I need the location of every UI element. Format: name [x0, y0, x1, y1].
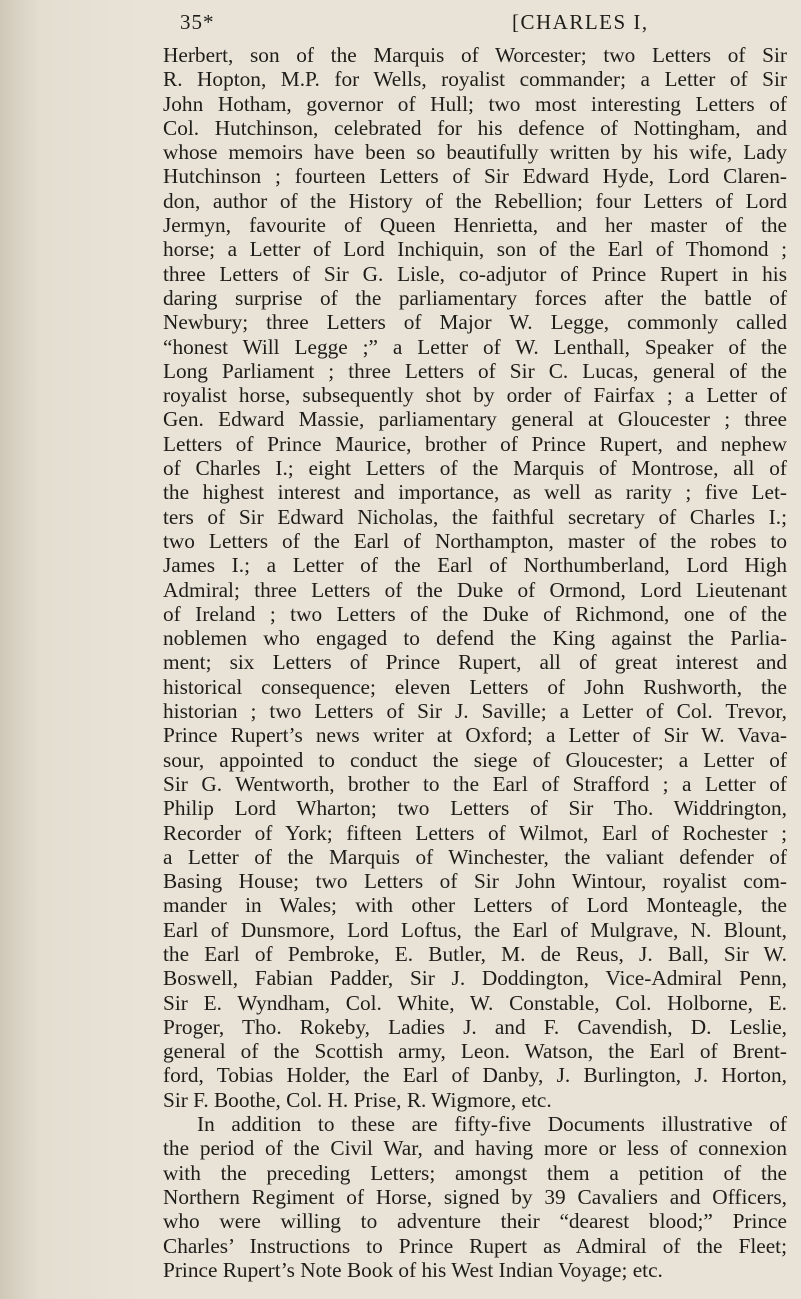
text-line: the highest interest and importance, as well as rarity ; five Let-: [163, 480, 787, 505]
text-line: ters of Sir Edward Nicholas, the faithful secretary of Charles I.;: [163, 504, 787, 529]
text-line: the period of the Civil War, and having more or less of connexion: [163, 1136, 787, 1161]
text-line: Herbert, son of the Marquis of Worcester; two Letters of Sir: [163, 43, 787, 67]
text-line: Earl of Dunsmore, Lord Loftus, the Earl of Mulgrave, N. Blount,: [163, 917, 787, 942]
text-line: historian ; two Letters of Sir J. Saville; a Letter of Col. Trevor,: [163, 699, 787, 724]
text-line: Recorder of York; fifteen Letters of Wilmot, Earl of Rochester ;: [163, 820, 787, 845]
text-line: daring surprise of the parliamentary forces after the battle of: [163, 285, 787, 310]
running-head: [CHARLES I,: [512, 10, 649, 34]
text-line: Hutchinson ; fourteen Letters of Sir Edward Hyde, Lord Claren-: [163, 164, 787, 189]
text-line: Basing House; two Letters of Sir John Wintour, royalist com-: [163, 869, 787, 894]
text-line: historical consequence; eleven Letters of John Rushworth, the: [163, 674, 787, 699]
text-line: Proger, Tho. Rokeby, Ladies J. and F. Cavendish, D. Leslie,: [163, 1014, 787, 1039]
text-line: Boswell, Fabian Padder, Sir J. Doddington, Vice-Admiral Penn,: [163, 966, 787, 991]
text-line: Sir G. Wentworth, brother to the Earl of Strafford ; a Letter of: [163, 771, 787, 796]
text-line: with the preceding Letters; amongst them a petition of the: [163, 1160, 787, 1185]
text-line: Northern Regiment of Horse, signed by 39 Cavaliers and Officers,: [163, 1184, 787, 1209]
body-text: [163, 43, 787, 1282]
text-line: royalist horse, subsequently shot by order of Fairfax ; a Letter of: [163, 383, 787, 408]
text-line: ment; six Letters of Prince Rupert, all of great interest and: [163, 650, 787, 675]
text-line: Jermyn, favourite of Queen Henrietta, and her master of the: [163, 213, 787, 238]
text-line: a Letter of the Marquis of Winchester, the valiant defender of: [163, 844, 787, 869]
text-line: Sir F. Boothe, Col. H. Prise, R. Wigmore, etc.: [163, 1087, 552, 1112]
text-line: James I.; a Letter of the Earl of Northumberland, Lord High: [163, 553, 787, 578]
text-line: Philip Lord Wharton; two Letters of Sir Tho. Widdrington,: [163, 796, 787, 821]
text-line: sour, appointed to conduct the siege of Gloucester; a Letter of: [163, 747, 787, 772]
text-line: horse; a Letter of Lord Inchiquin, son of the Earl of Thomond ;: [163, 237, 787, 262]
text-line: Col. Hutchinson, celebrated for his defence of Nottingham, and: [163, 115, 787, 140]
text-line: two Letters of the Earl of Northampton, master of the robes to: [163, 528, 787, 553]
text-line: Sir E. Wyndham, Col. White, W. Constable, Col. Holborne, E.: [163, 990, 787, 1015]
text-line: Gen. Edward Massie, parliamentary general at Gloucester ; three: [163, 407, 787, 432]
text-line: noblemen who engaged to defend the King against the Parlia-: [163, 626, 787, 651]
text-line: “honest Will Legge ;” a Letter of W. Lenthall, Speaker of the: [163, 334, 787, 359]
text-line: whose memoirs have been so beautifully written by his wife, Lady: [163, 140, 787, 165]
text-line: R. Hopton, M.P. for Wells, royalist commander; a Letter of Sir: [163, 67, 787, 92]
text-line: Admiral; three Letters of the Duke of Ormond, Lord Lieutenant: [163, 577, 787, 602]
text-line: don, author of the History of the Rebellion; four Letters of Lord: [163, 188, 787, 213]
text-line: Letters of Prince Maurice, brother of Prince Rupert, and nephew: [163, 431, 787, 456]
text-line: general of the Scottish army, Leon. Watson, the Earl of Brent-: [163, 1039, 787, 1064]
page-header: [0, 0, 801, 40]
text-line: Prince Rupert’s Note Book of his West Indian Voyage; etc.: [163, 1257, 663, 1282]
text-line: Prince Rupert’s news writer at Oxford; a Letter of Sir W. Vava-: [163, 723, 787, 748]
text-line: Newbury; three Letters of Major W. Legge, commonly called: [163, 310, 787, 335]
text-line: ford, Tobias Holder, the Earl of Danby, J. Burlington, J. Horton,: [163, 1063, 787, 1088]
page-number: 35*: [180, 10, 215, 34]
text-line: John Hotham, governor of Hull; two most interesting Letters of: [163, 91, 787, 116]
text-line: Charles’ Instructions to Prince Rupert as Admiral of the Fleet;: [163, 1233, 787, 1258]
text-line: who were willing to adventure their “dearest blood;” Prince: [163, 1209, 787, 1234]
text-line: of Ireland ; two Letters of the Duke of Richmond, one of the: [163, 601, 787, 626]
text-line: of Charles I.; eight Letters of the Marquis of Montrose, all of: [163, 456, 787, 481]
text-line: three Letters of Sir G. Lisle, co-adjutor of Prince Rupert in his: [163, 261, 787, 286]
text-line: mander in Wales; with other Letters of Lord Monteagle, the: [163, 893, 787, 918]
text-line: In addition to these are fifty-five Documents illustrative of: [197, 1112, 787, 1137]
text-line: the Earl of Pembroke, E. Butler, M. de Reus, J. Ball, Sir W.: [163, 941, 787, 966]
text-line: Long Parliament ; three Letters of Sir C. Lucas, general of the: [163, 358, 787, 383]
